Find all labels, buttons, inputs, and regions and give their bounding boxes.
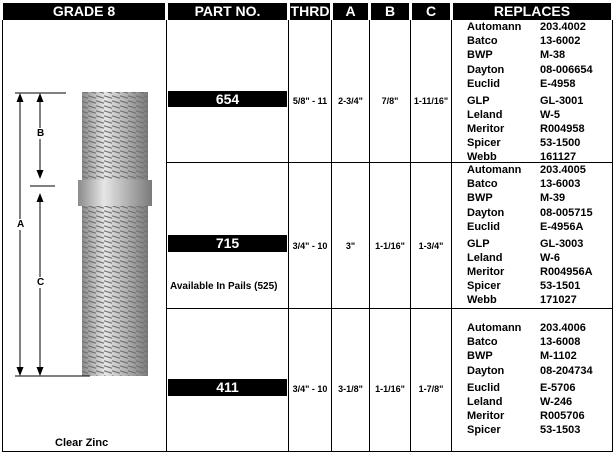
dim-arrow [37, 367, 44, 376]
replace-mfr: BWP [467, 192, 493, 204]
replace-mfr: Automann [467, 322, 522, 334]
replace-pn: E-5706 [540, 382, 576, 394]
grid-line [451, 20, 452, 452]
dim-a-cell: 3-1/8" [338, 384, 363, 394]
replace-pn: 08-006654 [540, 64, 593, 76]
replace-mfr: Automann [467, 21, 522, 33]
thread-cell: 5/8" - 11 [292, 96, 328, 106]
replace-pn: W-5 [540, 109, 560, 121]
replace-mfr: Meritor [467, 123, 505, 135]
replace-pn: 203.4006 [540, 322, 586, 334]
replace-mfr: Webb [467, 294, 497, 306]
replace-mfr: Meritor [467, 410, 505, 422]
part-number-715: 715 [168, 235, 287, 252]
dim-a-label: A [17, 219, 25, 230]
replace-pn: R004956A [540, 266, 593, 278]
replace-pn: M-1102 [540, 350, 577, 362]
replace-pn: 53-1501 [540, 280, 581, 292]
replace-mfr: BWP [467, 49, 493, 61]
header-b: B [371, 3, 409, 20]
replace-pn: 161127 [540, 151, 577, 163]
grid-line [166, 20, 167, 452]
replace-pn: M-38 [540, 49, 566, 61]
replace-mfr: Dayton [467, 64, 505, 76]
replace-pn: R005706 [540, 410, 585, 422]
replace-pn: E-4958 [540, 78, 576, 90]
dim-arrow [37, 193, 44, 202]
dim-c-cell: 1-3/4" [418, 241, 444, 251]
grid-line [612, 20, 613, 452]
header-c: C [412, 3, 450, 20]
replace-pn: W-6 [540, 252, 560, 264]
replace-pn: M-39 [540, 192, 566, 204]
replace-mfr: Leland [467, 252, 503, 264]
replace-pn: 203.4002 [540, 21, 586, 33]
replace-pn: 08-005715 [540, 207, 593, 219]
replace-pn: 08-204734 [540, 365, 593, 377]
finish-label: Clear Zinc [55, 437, 109, 449]
replace-pn: E-4956A [540, 221, 584, 233]
replace-mfr: Spicer [467, 280, 501, 292]
replace-pn: 13-6002 [540, 35, 581, 47]
replace-pn: 53-1503 [540, 424, 581, 436]
replace-mfr: Euclid [467, 382, 501, 394]
header-part-no: PART NO. [168, 3, 287, 20]
thread-cell: 3/4" - 10 [292, 241, 328, 251]
stud-illustration [0, 20, 166, 452]
header-replaces: REPLACES [453, 3, 611, 20]
replace-mfr: Dayton [467, 207, 505, 219]
replace-mfr: Euclid [467, 78, 501, 90]
row-divider [166, 308, 613, 309]
dim-arrow [17, 367, 24, 376]
dim-a-cell: 3" [345, 241, 356, 251]
stud-upper-thread-texture [82, 92, 148, 180]
replace-mfr: Leland [467, 396, 503, 408]
replace-pn: 171027 [540, 294, 577, 306]
header-grade: GRADE 8 [3, 3, 165, 20]
replace-pn: 53-1500 [540, 137, 581, 149]
dim-a-cell: 2-3/4" [338, 96, 363, 106]
availability-note: Available In Pails (525) [170, 281, 278, 292]
replace-mfr: Batco [467, 336, 498, 348]
dim-b-cell: 1-1/16" [375, 241, 405, 251]
header-a: A [333, 3, 368, 20]
replace-pn: W-246 [540, 396, 573, 408]
replace-mfr: Webb [467, 151, 497, 163]
replace-mfr: Automann [467, 164, 522, 176]
replace-mfr: Meritor [467, 266, 505, 278]
replace-mfr: GLP [467, 95, 490, 107]
replace-mfr: BWP [467, 350, 493, 362]
part-number-654: 654 [168, 91, 287, 107]
dim-c-cell: 1-7/8" [418, 384, 444, 394]
replace-mfr: Spicer [467, 137, 501, 149]
replace-pn: 13-6008 [540, 336, 581, 348]
replace-mfr: Batco [467, 35, 498, 47]
replace-mfr: Batco [467, 178, 498, 190]
replace-mfr: GLP [467, 238, 490, 250]
dim-b-cell: 7/8" [381, 96, 399, 106]
part-number-411: 411 [168, 379, 287, 396]
thread-cell: 3/4" - 10 [292, 384, 328, 394]
replace-pn: R004958 [540, 123, 585, 135]
replace-mfr: Dayton [467, 365, 505, 377]
dim-b-label: B [37, 128, 45, 139]
replace-mfr: Leland [467, 109, 503, 121]
replace-pn: GL-3001 [540, 95, 584, 107]
dim-c-label: C [37, 277, 45, 288]
replace-pn: 13-6003 [540, 178, 581, 190]
replace-mfr: Euclid [467, 221, 501, 233]
replace-pn: GL-3003 [540, 238, 584, 250]
dim-arrow [17, 93, 24, 102]
replace-mfr: Spicer [467, 424, 501, 436]
dim-b-cell: 1-1/16" [375, 384, 405, 394]
replace-pn: 203.4005 [540, 164, 586, 176]
stud-lower-thread-texture [82, 206, 148, 376]
header-thrd: THRD [290, 3, 330, 19]
dim-arrow [37, 93, 44, 102]
stud-shank [78, 180, 152, 206]
dim-arrow [37, 170, 44, 179]
dim-c-cell: 1-11/16" [413, 96, 449, 106]
